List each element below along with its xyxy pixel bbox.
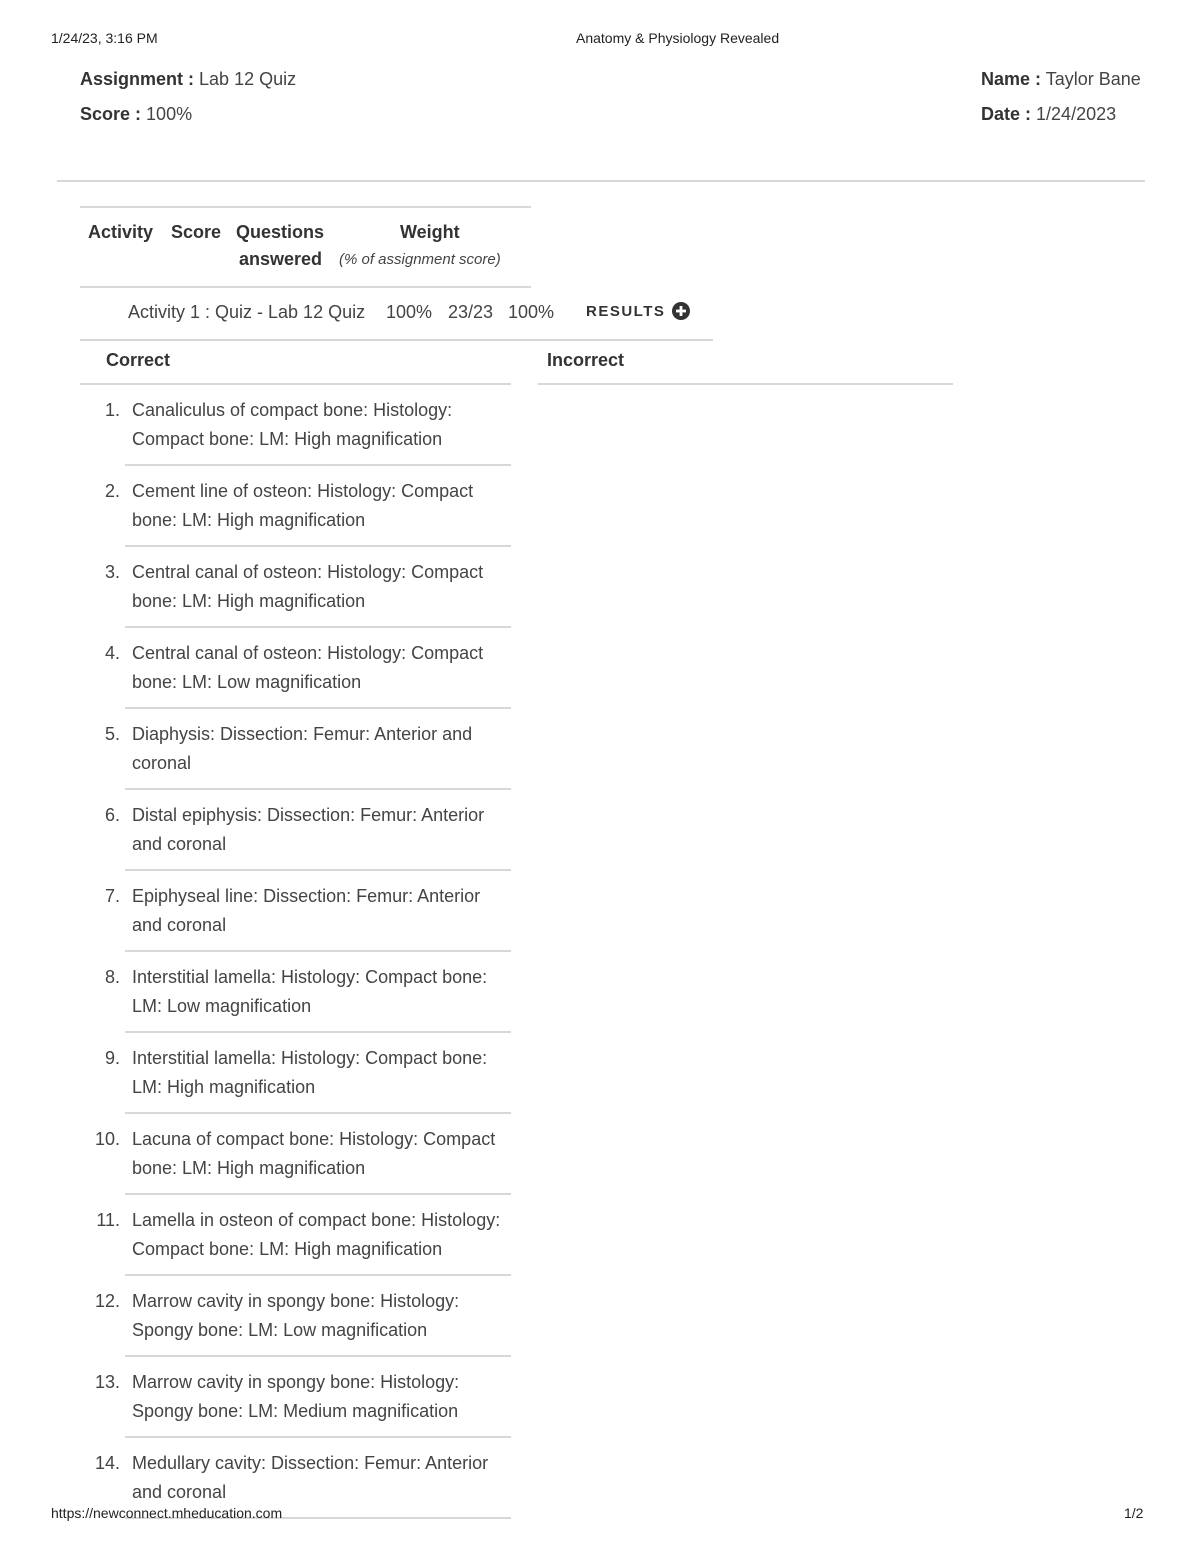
incorrect-header-rule (538, 383, 953, 385)
header-weight: Weight (400, 222, 460, 242)
list-item-number: 6. (104, 805, 120, 825)
date-value: 1/24/2023 (1036, 104, 1117, 124)
list-item-text: Central canal of osteon: Histology: Compact bone: LM: High magnification (132, 562, 484, 611)
list-item-text: Marrow cavity in spongy bone: Histology: Spongy bone: LM: Low magnification (132, 1291, 460, 1340)
list-item-text: Distal epiphysis: Dissection: Femur: Anterior and coronal (132, 805, 485, 854)
list-item-text: Lacuna of compact bone: Histology: Compact bone: LM: High magnification (132, 1129, 496, 1178)
list-item-number: 2. (104, 481, 120, 501)
header-questions: Questions (236, 222, 325, 242)
list-item (94, 1114, 511, 1195)
section-divider (57, 180, 1145, 182)
list-item-number: 9. (104, 1048, 120, 1068)
list-item (104, 466, 511, 547)
list-item-number: 4. (104, 643, 120, 663)
name-info (981, 69, 1141, 90)
correct-header: Correct (106, 350, 171, 370)
list-item-number: 10. (94, 1129, 120, 1149)
list-item (94, 1276, 511, 1357)
print-page-title: Anatomy & Physiology Revealed (576, 30, 780, 46)
list-item-number: 12. (94, 1291, 120, 1311)
list-item (104, 1033, 511, 1114)
list-item-number: 1. (104, 400, 120, 420)
list-item-text: Interstitial lamella: Histology: Compact bone: LM: High magnification (132, 1048, 488, 1097)
header-answered: answered (239, 249, 323, 269)
activity-answered: 23/23 (448, 302, 494, 322)
name-label: Name : (981, 69, 1042, 89)
score-value: 100% (146, 104, 193, 124)
list-item-text: Marrow cavity in spongy bone: Histology: Spongy bone: LM: Medium magnification (132, 1372, 460, 1421)
results-button[interactable] (586, 302, 690, 320)
list-item-number: 3. (104, 562, 120, 582)
date-info (981, 104, 1116, 125)
list-item-number: 5. (104, 724, 120, 744)
date-label: Date : (981, 104, 1032, 124)
print-datetime: 1/24/23, 3:16 PM (51, 30, 158, 46)
name-value: Taylor Bane (1045, 69, 1141, 89)
list-item (104, 790, 511, 871)
list-item (96, 1195, 511, 1276)
activity-name: Activity 1 : Quiz - Lab 12 Quiz (128, 302, 366, 322)
list-item-number: 13. (94, 1372, 120, 1392)
correct-list (80, 385, 511, 1519)
list-item-number: 14. (94, 1453, 120, 1473)
assignment-value: Lab 12 Quiz (199, 69, 297, 89)
list-item-text: Canaliculus of compact bone: Histology: Compact bone: LM: High magnification (132, 400, 453, 449)
list-item-text: Epiphyseal line: Dissection: Femur: Anterior and coronal (132, 886, 481, 935)
score-label: Score : (80, 104, 142, 124)
list-item-number: 11. (96, 1210, 120, 1230)
list-item (104, 547, 511, 628)
score-info (80, 104, 192, 125)
list-item-text: Interstitial lamella: Histology: Compact bone: LM: Low magnification (132, 967, 488, 1016)
print-page-number: 1/2 (1124, 1505, 1144, 1521)
results-label: RESULTS (586, 302, 666, 320)
list-item (104, 952, 511, 1033)
plus-circle-icon (672, 302, 690, 320)
header-score: Score (171, 222, 222, 242)
list-item-text: Lamella in osteon of compact bone: Histology: Compact bone: LM: High magnification (132, 1210, 501, 1259)
list-item (104, 628, 511, 709)
list-item-text: Cement line of osteon: Histology: Compact bone: LM: High magnification (132, 481, 474, 530)
incorrect-header: Incorrect (547, 350, 625, 370)
list-item (104, 871, 511, 952)
list-item-text: Medullary cavity: Dissection: Femur: Anterior and coronal (132, 1453, 489, 1502)
header-activity: Activity (88, 222, 154, 242)
list-item (94, 1357, 511, 1438)
print-url: https://newconnect.mheducation.com (51, 1505, 283, 1521)
activity-weight: 100% (508, 302, 555, 322)
assignment-label: Assignment : (80, 69, 195, 89)
list-item (104, 385, 511, 466)
assignment-info (80, 69, 296, 90)
list-item-text: Diaphysis: Dissection: Femur: Anterior and coronal (132, 724, 473, 773)
list-item (104, 709, 511, 790)
summary-table-header (80, 206, 531, 288)
activity-row (80, 284, 713, 341)
activity-score: 100% (386, 302, 433, 322)
header-weight-note: (% of assignment score) (339, 251, 501, 268)
list-item-number: 7. (104, 886, 120, 906)
list-item-number: 8. (104, 967, 120, 987)
list-item-text: Central canal of osteon: Histology: Compact bone: LM: Low magnification (132, 643, 484, 692)
